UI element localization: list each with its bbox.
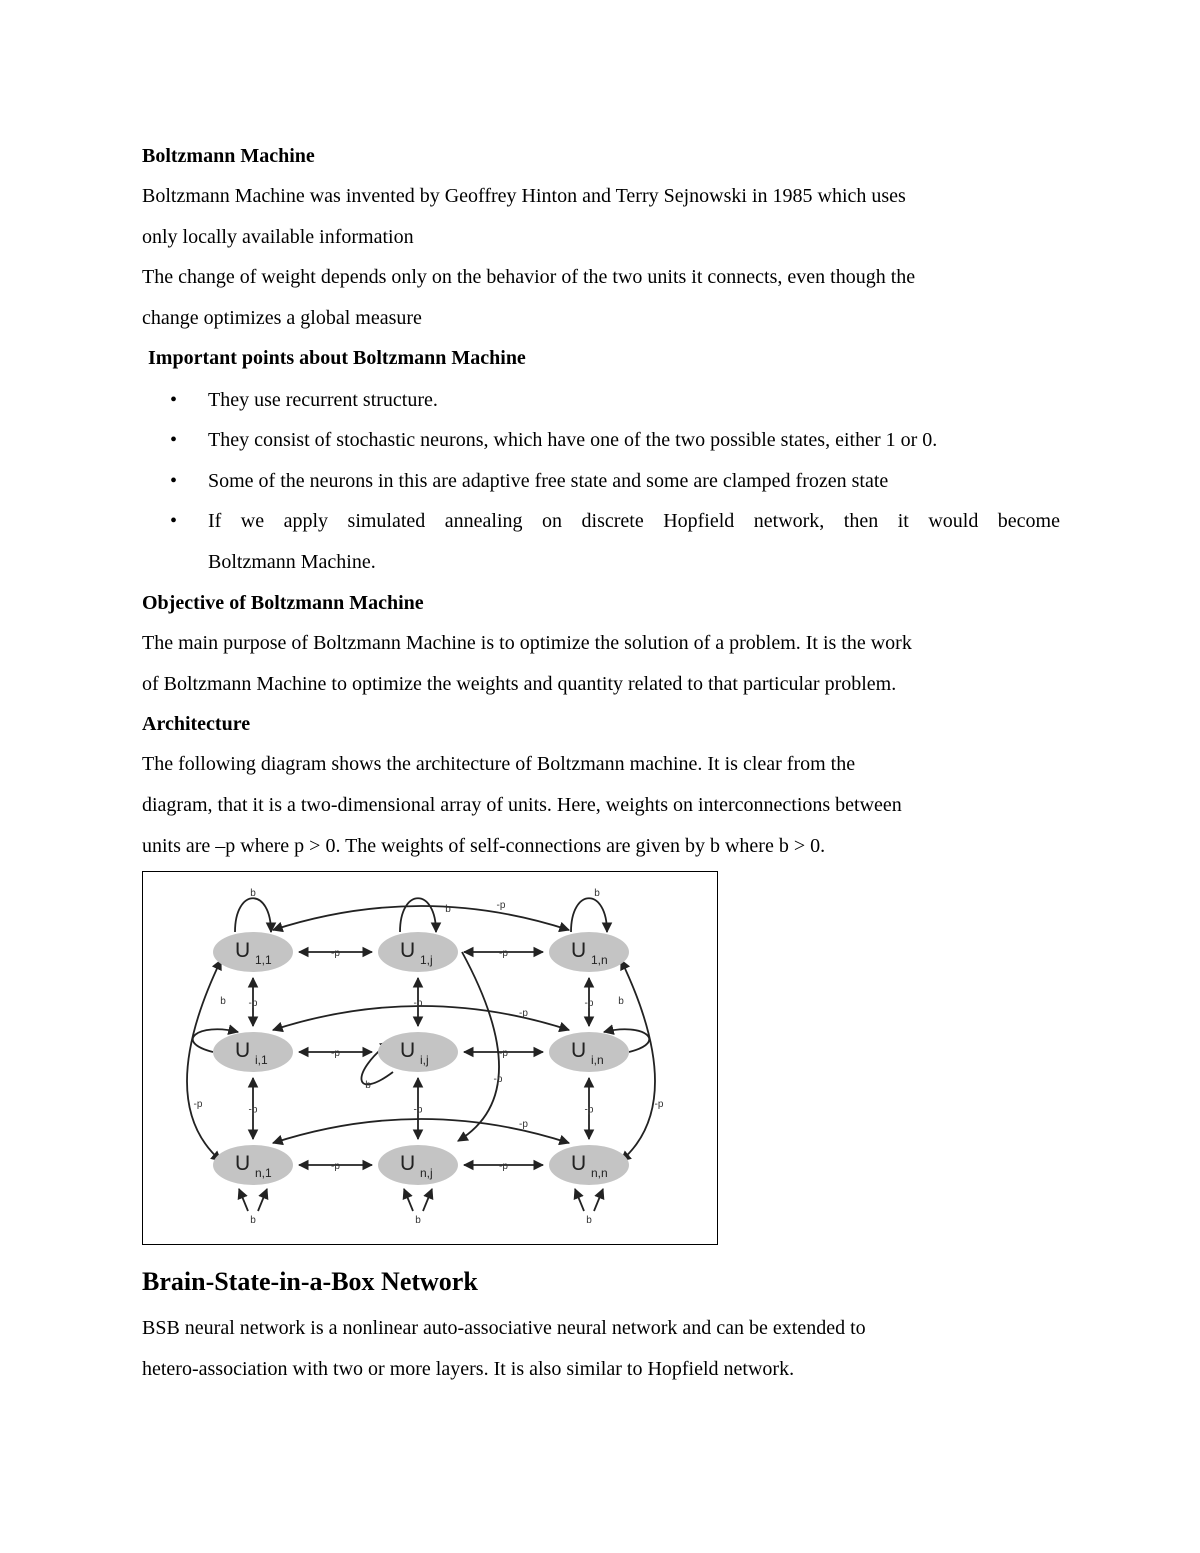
unit-subscript: n,n [591, 1166, 608, 1180]
unit-subscript: i,j [420, 1053, 429, 1067]
weight-label: -p [248, 1104, 258, 1116]
point-4: If we apply simulated annealing on discrete Hopfield network, then it would become [208, 510, 1060, 532]
unit-symbol: U [400, 1039, 416, 1062]
weight-label: -p [248, 998, 258, 1009]
self-loop-edge [400, 898, 436, 932]
unit-node-un1 [213, 1145, 293, 1185]
unit-symbol: U [235, 1152, 251, 1175]
boltzmann-architecture-diagram [142, 871, 718, 1245]
unit-symbol: U [235, 939, 251, 962]
weight-edge [458, 952, 499, 1141]
point-3: Some of the neurons in this are adaptive free state and some are clamped frozen state [208, 470, 889, 492]
unit-subscript: n,j [420, 1166, 433, 1180]
self-weight-label: b [250, 888, 256, 899]
unit-ellipse [213, 932, 293, 972]
unit-ellipse [549, 1032, 629, 1072]
self-loop-edge [571, 898, 607, 932]
weight-edge [187, 960, 221, 1161]
weight-line-2: change optimizes a global measure [142, 307, 422, 329]
unit-symbol: U [571, 1152, 587, 1175]
heading-boltzmann-machine: Boltzmann Machine [142, 145, 315, 167]
unit-symbol: U [400, 1152, 416, 1175]
architecture-line-3: units are –p where p > 0. The weights of self-connections are given by b where b > 0. [142, 835, 826, 857]
unit-subscript: n,1 [255, 1166, 272, 1180]
unit-ellipse [549, 1145, 629, 1185]
unit-node-uin [549, 1032, 629, 1072]
self-loop-edge [575, 1189, 584, 1211]
unit-symbol: U [235, 1039, 251, 1062]
intro-line-2: only locally available information [142, 226, 414, 248]
bullet-marker: • [170, 470, 178, 492]
bullet-marker: • [170, 389, 178, 411]
self-weight-label: b [586, 1215, 592, 1226]
unit-symbol: U [571, 1039, 587, 1062]
weight-label: -p [499, 948, 508, 959]
unit-ellipse [213, 1145, 293, 1185]
self-loop-edge [404, 1189, 413, 1211]
unit-subscript: 1,1 [255, 953, 272, 967]
architecture-line-1: The following diagram shows the architecture of Boltzmann machine. It is clear from the [142, 753, 856, 775]
weight-label: -p [493, 1074, 503, 1085]
self-loop-edge [258, 1189, 267, 1211]
unit-ellipse [378, 932, 458, 972]
objective-line-2: of Boltzmann Machine to optimize the weights and quantity related to that particular problem. [142, 673, 897, 695]
unit-node-u1n [549, 932, 629, 972]
unit-subscript: i,n [591, 1053, 604, 1067]
unit-symbol: U [400, 939, 416, 962]
weight-label: -p [519, 1008, 528, 1019]
weight-label: -p [584, 998, 594, 1009]
weight-label: -p [584, 1104, 594, 1116]
unit-subscript: 1,j [420, 953, 433, 967]
weight-line-1: The change of weight depends only on the behavior of the two units it connects, even though the [142, 266, 916, 288]
architecture-line-2: diagram, that it is a two-dimensional array of units. Here, weights on interconnections between [142, 794, 902, 816]
self-weight-label: b [445, 904, 451, 915]
unit-ellipse [378, 1032, 458, 1072]
bsb-line-1: BSB neural network is a nonlinear auto-associative neural network and can be extended to [142, 1317, 866, 1339]
heading-important-points: Important points about Boltzmann Machine [148, 347, 526, 369]
weight-label: -p [654, 1099, 664, 1110]
bullet-marker: • [170, 510, 178, 532]
weight-label: -p [193, 1099, 203, 1110]
diagram-canvas [143, 872, 719, 1246]
unit-subscript: i,1 [255, 1053, 268, 1067]
weight-label: -p [413, 998, 423, 1009]
self-weight-label: b [250, 1215, 256, 1226]
heading-objective: Objective of Boltzmann Machine [142, 592, 424, 614]
self-weight-label: b [618, 996, 624, 1007]
self-weight-label: b [365, 1080, 371, 1091]
unit-node-u1j [378, 932, 458, 972]
self-loop-edge [594, 1189, 603, 1211]
unit-node-unn [549, 1145, 629, 1185]
self-loop-edge [235, 898, 271, 932]
point-2: They consist of stochastic neurons, which have one of the two possible states, either 1 or 0. [208, 429, 938, 451]
weight-label: -p [499, 1048, 508, 1059]
weight-label: -p [519, 1119, 528, 1130]
self-weight-label: b [415, 1215, 421, 1226]
weight-label: -p [331, 948, 340, 959]
heading-brain-state-in-a-box: Brain-State-in-a-Box Network [142, 1267, 478, 1296]
heading-architecture: Architecture [142, 713, 251, 735]
objective-line-1: The main purpose of Boltzmann Machine is to optimize the solution of a problem. It is the work [142, 632, 912, 654]
bsb-line-2: hetero-association with two or more layers. It is also similar to Hopfield network. [142, 1358, 795, 1380]
weight-label: -p [331, 1048, 340, 1059]
unit-ellipse [378, 1145, 458, 1185]
weight-label: -p [413, 1104, 423, 1116]
unit-node-uij [378, 1032, 458, 1072]
point-4-continued: Boltzmann Machine. [208, 551, 376, 573]
unit-node-ui1 [213, 1032, 293, 1072]
unit-ellipse [213, 1032, 293, 1072]
weight-label: -p [331, 1161, 340, 1172]
unit-ellipse [549, 932, 629, 972]
self-weight-label: b [594, 888, 600, 899]
self-weight-label: b [220, 996, 226, 1007]
self-loop-edge [423, 1189, 432, 1211]
unit-node-u11 [213, 932, 293, 972]
weight-edge [273, 906, 569, 930]
weight-edge [621, 960, 655, 1161]
unit-symbol: U [571, 939, 587, 962]
unit-node-unj [378, 1145, 458, 1185]
self-loop-edge [239, 1189, 248, 1211]
point-1: They use recurrent structure. [208, 389, 438, 411]
weight-label: -p [496, 900, 506, 911]
bullet-marker: • [170, 429, 178, 451]
weight-label: -p [499, 1161, 508, 1172]
intro-line-1: Boltzmann Machine was invented by Geoffrey Hinton and Terry Sejnowski in 1985 which uses [142, 185, 906, 207]
unit-subscript: 1,n [591, 953, 608, 967]
